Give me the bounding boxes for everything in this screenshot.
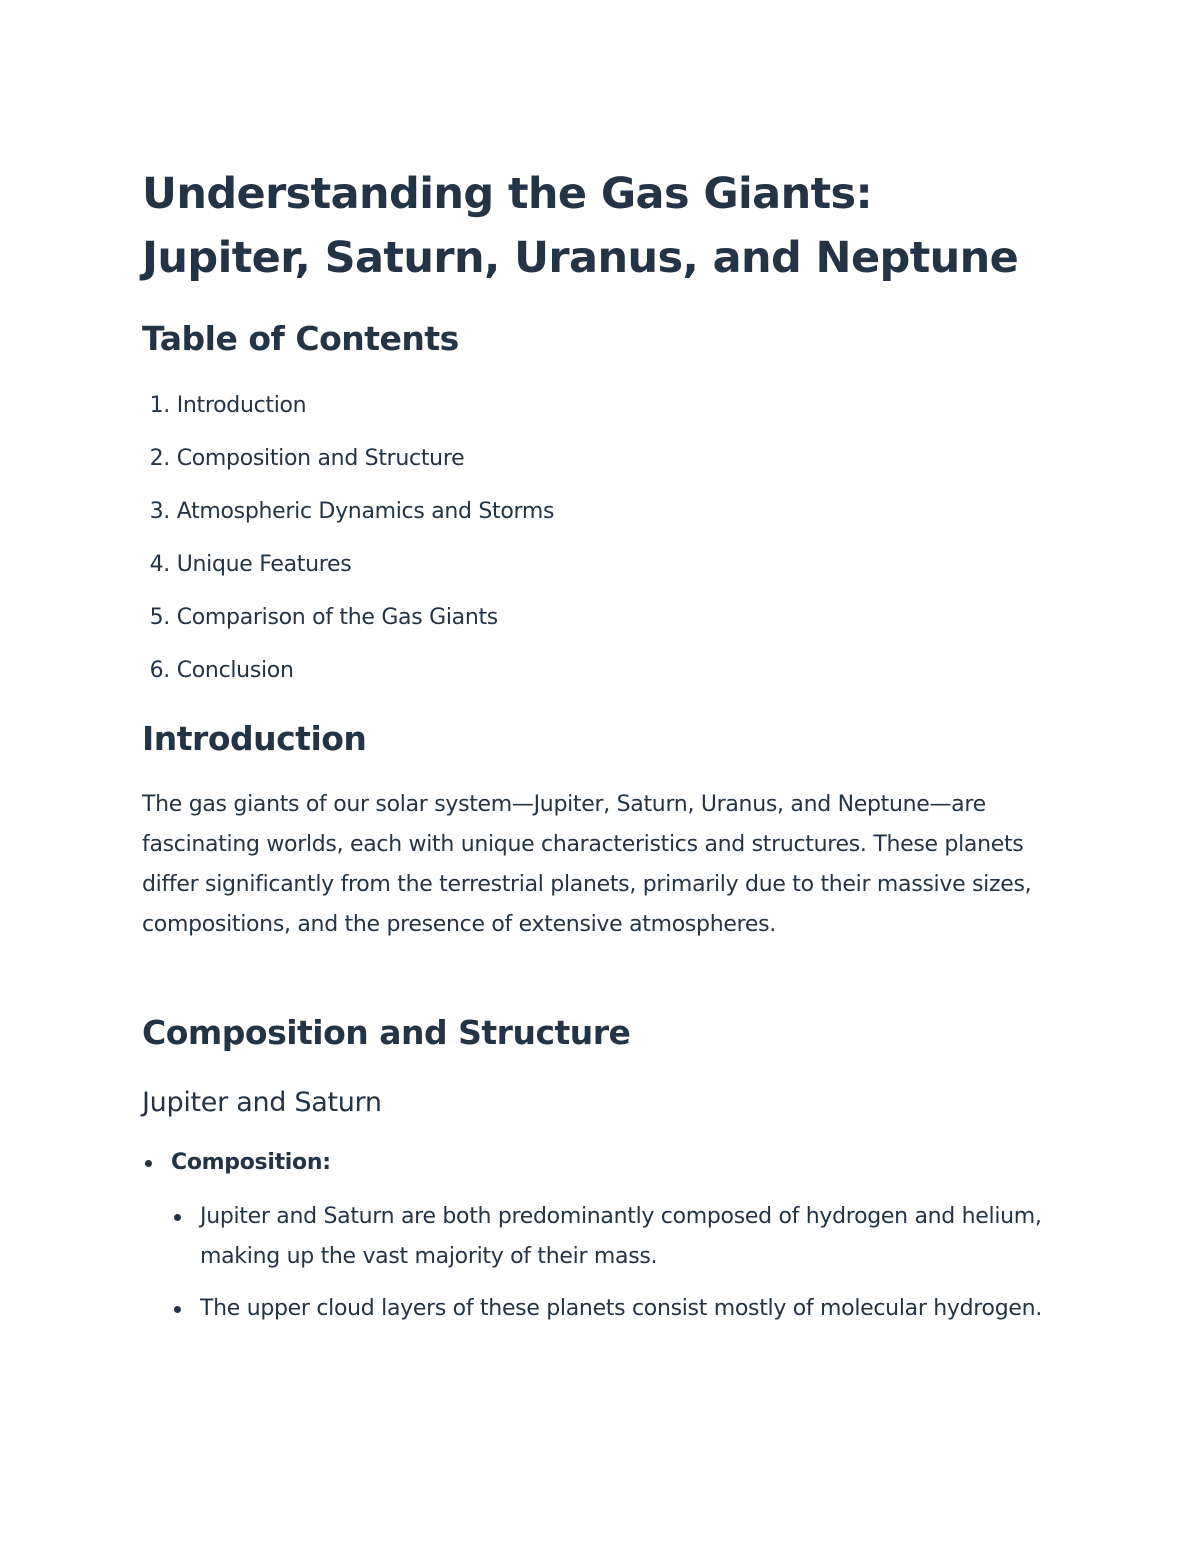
toc-item-label: Comparison of the Gas Giants bbox=[176, 605, 498, 630]
sub-bullet-text: Jupiter and Saturn are both predominantly composed of hydrogen and helium, making up the vast majority of their mass. bbox=[200, 1204, 1042, 1269]
list-item bbox=[142, 1289, 1057, 1329]
bullet-icon bbox=[174, 1214, 181, 1221]
toc-item-label: Atmospheric Dynamics and Storms bbox=[176, 499, 555, 524]
toc-item-label: Unique Features bbox=[176, 552, 352, 577]
bullet-icon bbox=[145, 1160, 152, 1167]
toc-item-number: 4. bbox=[149, 552, 170, 577]
toc-item-label: Introduction bbox=[176, 393, 307, 418]
table-of-contents bbox=[142, 386, 554, 704]
bullet-icon bbox=[174, 1306, 181, 1313]
composition-heading: Composition and Structure bbox=[142, 1013, 631, 1052]
toc-item[interactable] bbox=[142, 386, 554, 439]
jupiter-saturn-subheading: Jupiter and Saturn bbox=[142, 1087, 382, 1118]
composition-bullet-list bbox=[142, 1143, 1057, 1329]
toc-item-number: 1. bbox=[149, 393, 170, 418]
sub-bullet-text: The upper cloud layers of these planets consist mostly of molecular hydrogen. bbox=[200, 1296, 1042, 1321]
bullet-label: Composition: bbox=[171, 1150, 331, 1175]
toc-item-number: 6. bbox=[149, 658, 170, 683]
toc-item[interactable] bbox=[142, 439, 554, 492]
toc-item-number: 3. bbox=[149, 499, 170, 524]
toc-item-label: Conclusion bbox=[176, 658, 294, 683]
list-item bbox=[142, 1143, 1057, 1183]
toc-item-number: 2. bbox=[149, 446, 170, 471]
toc-item[interactable] bbox=[142, 598, 554, 651]
toc-item[interactable] bbox=[142, 545, 554, 598]
introduction-paragraph: The gas giants of our solar system—Jupiter, Saturn, Uranus, and Neptune—are fascinating worlds, each with unique characteristics and structures. These planets differ significantly from the terrestrial planets, primarily due to their massive sizes, compositions, and the presence of extensive atmospheres. bbox=[142, 792, 1032, 937]
toc-item-label: Composition and Structure bbox=[176, 446, 465, 471]
toc-item[interactable] bbox=[142, 492, 554, 545]
list-item bbox=[142, 1197, 1057, 1277]
introduction-heading: Introduction bbox=[142, 719, 367, 758]
toc-heading: Table of Contents bbox=[142, 319, 459, 358]
toc-item-number: 5. bbox=[149, 605, 170, 630]
document-title: Understanding the Gas Giants: Jupiter, Saturn, Uranus, and Neptune bbox=[142, 169, 1019, 283]
toc-item[interactable] bbox=[142, 651, 554, 704]
